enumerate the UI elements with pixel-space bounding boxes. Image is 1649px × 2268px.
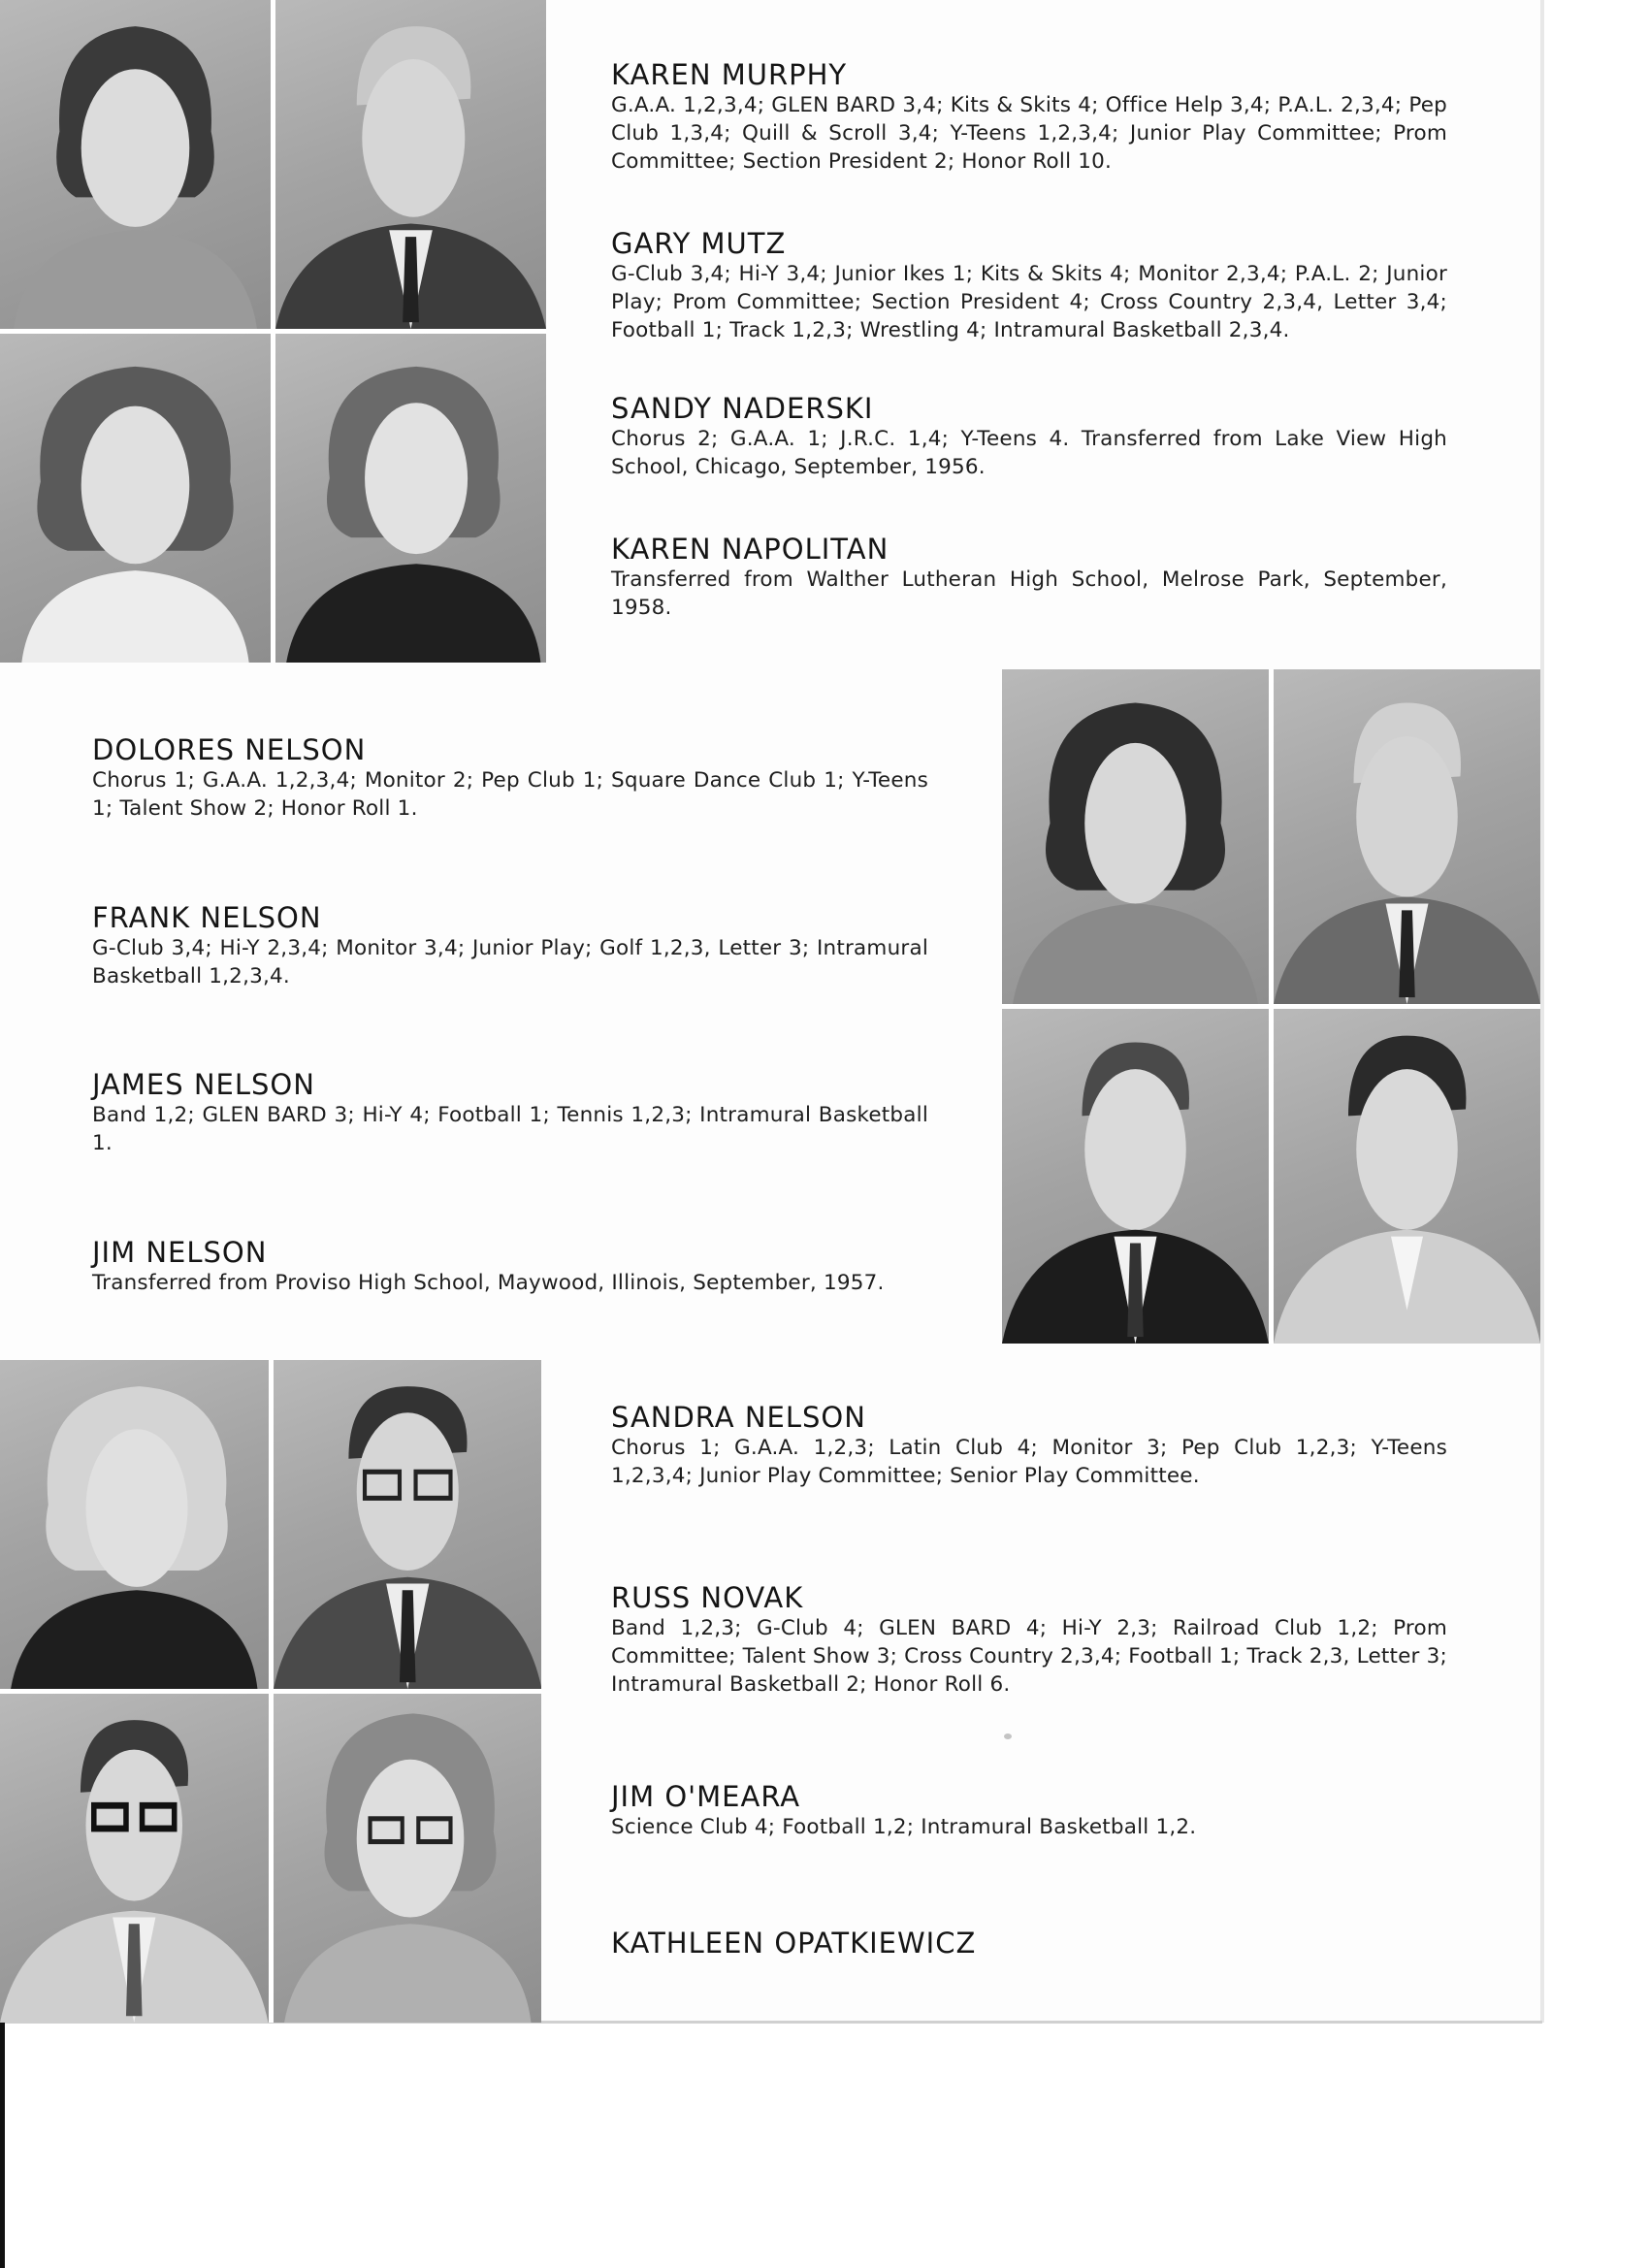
- portrait-boy-icon: [1274, 669, 1540, 1004]
- student-name: KAREN MURPHY: [611, 58, 848, 91]
- student-name: RUSS NOVAK: [611, 1581, 804, 1614]
- student-activities: Chorus 1; G.A.A. 1,2,3,4; Monitor 2; Pep Club 1; Square Dance Club 1; Y-Teens 1; Talent Show 2; Honor Roll 1.: [92, 768, 928, 821]
- student-activities: Chorus 1; G.A.A. 1,2,3; Latin Club 4; Monitor 3; Pep Club 1,2,3; Y-Teens 1,2,3,4; Junior Play Committee; Senior Play Committee.: [611, 1436, 1447, 1488]
- portrait-photo-russ-novak: [274, 1360, 542, 1689]
- portrait-girl-icon: [0, 334, 271, 663]
- entry-gary-mutz: [611, 227, 1447, 344]
- portrait-photo-gary-mutz: [275, 0, 546, 329]
- student-name: GARY MUTZ: [611, 227, 787, 260]
- ink-speck: [1004, 1733, 1012, 1739]
- student-name: SANDRA NELSON: [611, 1401, 866, 1434]
- student-name: JAMES NELSON: [92, 1068, 315, 1101]
- portrait-photo-sandra-nelson: [0, 1360, 269, 1689]
- portrait-boy-glasses-icon: [274, 1360, 542, 1689]
- student-name: JIM O'MEARA: [611, 1780, 801, 1813]
- student-name: DOLORES NELSON: [92, 733, 367, 766]
- student-name: JIM NELSON: [92, 1236, 268, 1269]
- student-name: KAREN NAPOLITAN: [611, 533, 889, 566]
- entry-frank-nelson: [92, 901, 928, 990]
- portrait-boy-icon: [1274, 1009, 1540, 1344]
- student-activities: Chorus 2; G.A.A. 1; J.R.C. 1,4; Y-Teens 4. Transferred from Lake View High School, Chicago, September, 1956.: [611, 427, 1447, 479]
- student-activities: G-Club 3,4; Hi-Y 2,3,4; Monitor 3,4; Junior Play; Golf 1,2,3, Letter 3; Intramural Basketball 1,2,3,4.: [92, 936, 928, 988]
- entry-karen-murphy: [611, 58, 1447, 176]
- portrait-photo-jim-nelson: [1274, 1009, 1540, 1344]
- portrait-girl-glasses-icon: [274, 1694, 542, 2023]
- portrait-girl-icon: [0, 1360, 269, 1689]
- entry-jim-nelson: [92, 1236, 928, 1297]
- portrait-photo-karen-murphy: [0, 0, 271, 329]
- entry-sandra-nelson: [611, 1401, 1447, 1490]
- entry-sandy-naderski: [611, 392, 1447, 481]
- portrait-photo-dolores-nelson: [1002, 669, 1269, 1004]
- portrait-photo-kathleen-opatkiewicz: [274, 1694, 542, 2023]
- portrait-girl-icon: [1002, 669, 1269, 1004]
- portrait-photo-frank-nelson: [1274, 669, 1540, 1004]
- photo-grid-middle: [1002, 669, 1540, 1344]
- entry-karen-napolitan: [611, 533, 1447, 622]
- portrait-boy-icon: [275, 0, 546, 329]
- student-activities: G-Club 3,4; Hi-Y 3,4; Junior Ikes 1; Kits & Skits 4; Monitor 2,3,4; P.A.L. 2; Junior Play; Prom Committee; Section President 4; Cross Country 2,3,4, Letter 3,4; Football 1; Track 1,2,3; Wrestling 4; Intramural Basketball 2,3,4.: [611, 262, 1447, 342]
- student-activities: Band 1,2; GLEN BARD 3; Hi-Y 4; Football 1; Tennis 1,2,3; Intramural Basketball 1.: [92, 1103, 928, 1155]
- portrait-boy-icon: [1002, 1009, 1269, 1344]
- student-name: KATHLEEN OPATKIEWICZ: [611, 1927, 977, 1960]
- entry-james-nelson: [92, 1068, 928, 1157]
- photo-grid-bottom: [0, 1360, 541, 2023]
- student-name: SANDY NADERSKI: [611, 392, 874, 425]
- portrait-photo-karen-napolitan: [275, 334, 546, 663]
- entry-kathleen-opatkiewicz: [611, 1927, 1447, 1960]
- student-name: FRANK NELSON: [92, 901, 322, 934]
- entry-jim-omeara: [611, 1780, 1447, 1841]
- entry-dolores-nelson: [92, 733, 928, 823]
- portrait-photo-james-nelson: [1002, 1009, 1269, 1344]
- student-activities: Transferred from Walther Lutheran High School, Melrose Park, September, 1958.: [611, 567, 1447, 620]
- student-activities: G.A.A. 1,2,3,4; GLEN BARD 3,4; Kits & Skits 4; Office Help 3,4; P.A.L. 2,3,4; Pep Club 1,3,4; Quill & Scroll 3,4; Y-Teens 1,2,3,4; Junior Play Committee; Prom Committee; Section President 2; Honor Roll 10.: [611, 93, 1447, 174]
- student-activities: Science Club 4; Football 1,2; Intramural Basketball 1,2.: [611, 1815, 1197, 1839]
- student-activities: Band 1,2,3; G-Club 4; GLEN BARD 4; Hi-Y 2,3; Railroad Club 1,2; Prom Committee; Talent Show 3; Cross Country 2,3,4; Football 1; Track 2,3, Letter 3; Intramural Basketball 2; Honor Roll 6.: [611, 1616, 1447, 1697]
- portrait-boy-glasses-icon: [0, 1694, 269, 2023]
- page-edge-right: [1540, 0, 1544, 2023]
- student-activities: Transferred from Proviso High School, Maywood, Illinois, September, 1957.: [92, 1271, 885, 1295]
- portrait-girl-icon: [0, 0, 271, 329]
- portrait-photo-jim-omeara: [0, 1694, 269, 2023]
- photo-grid-top: [0, 0, 546, 663]
- entry-russ-novak: [611, 1581, 1447, 1699]
- portrait-photo-sandy-naderski: [0, 334, 271, 663]
- page-edge-left: [0, 2023, 5, 2268]
- portrait-girl-icon: [275, 334, 546, 663]
